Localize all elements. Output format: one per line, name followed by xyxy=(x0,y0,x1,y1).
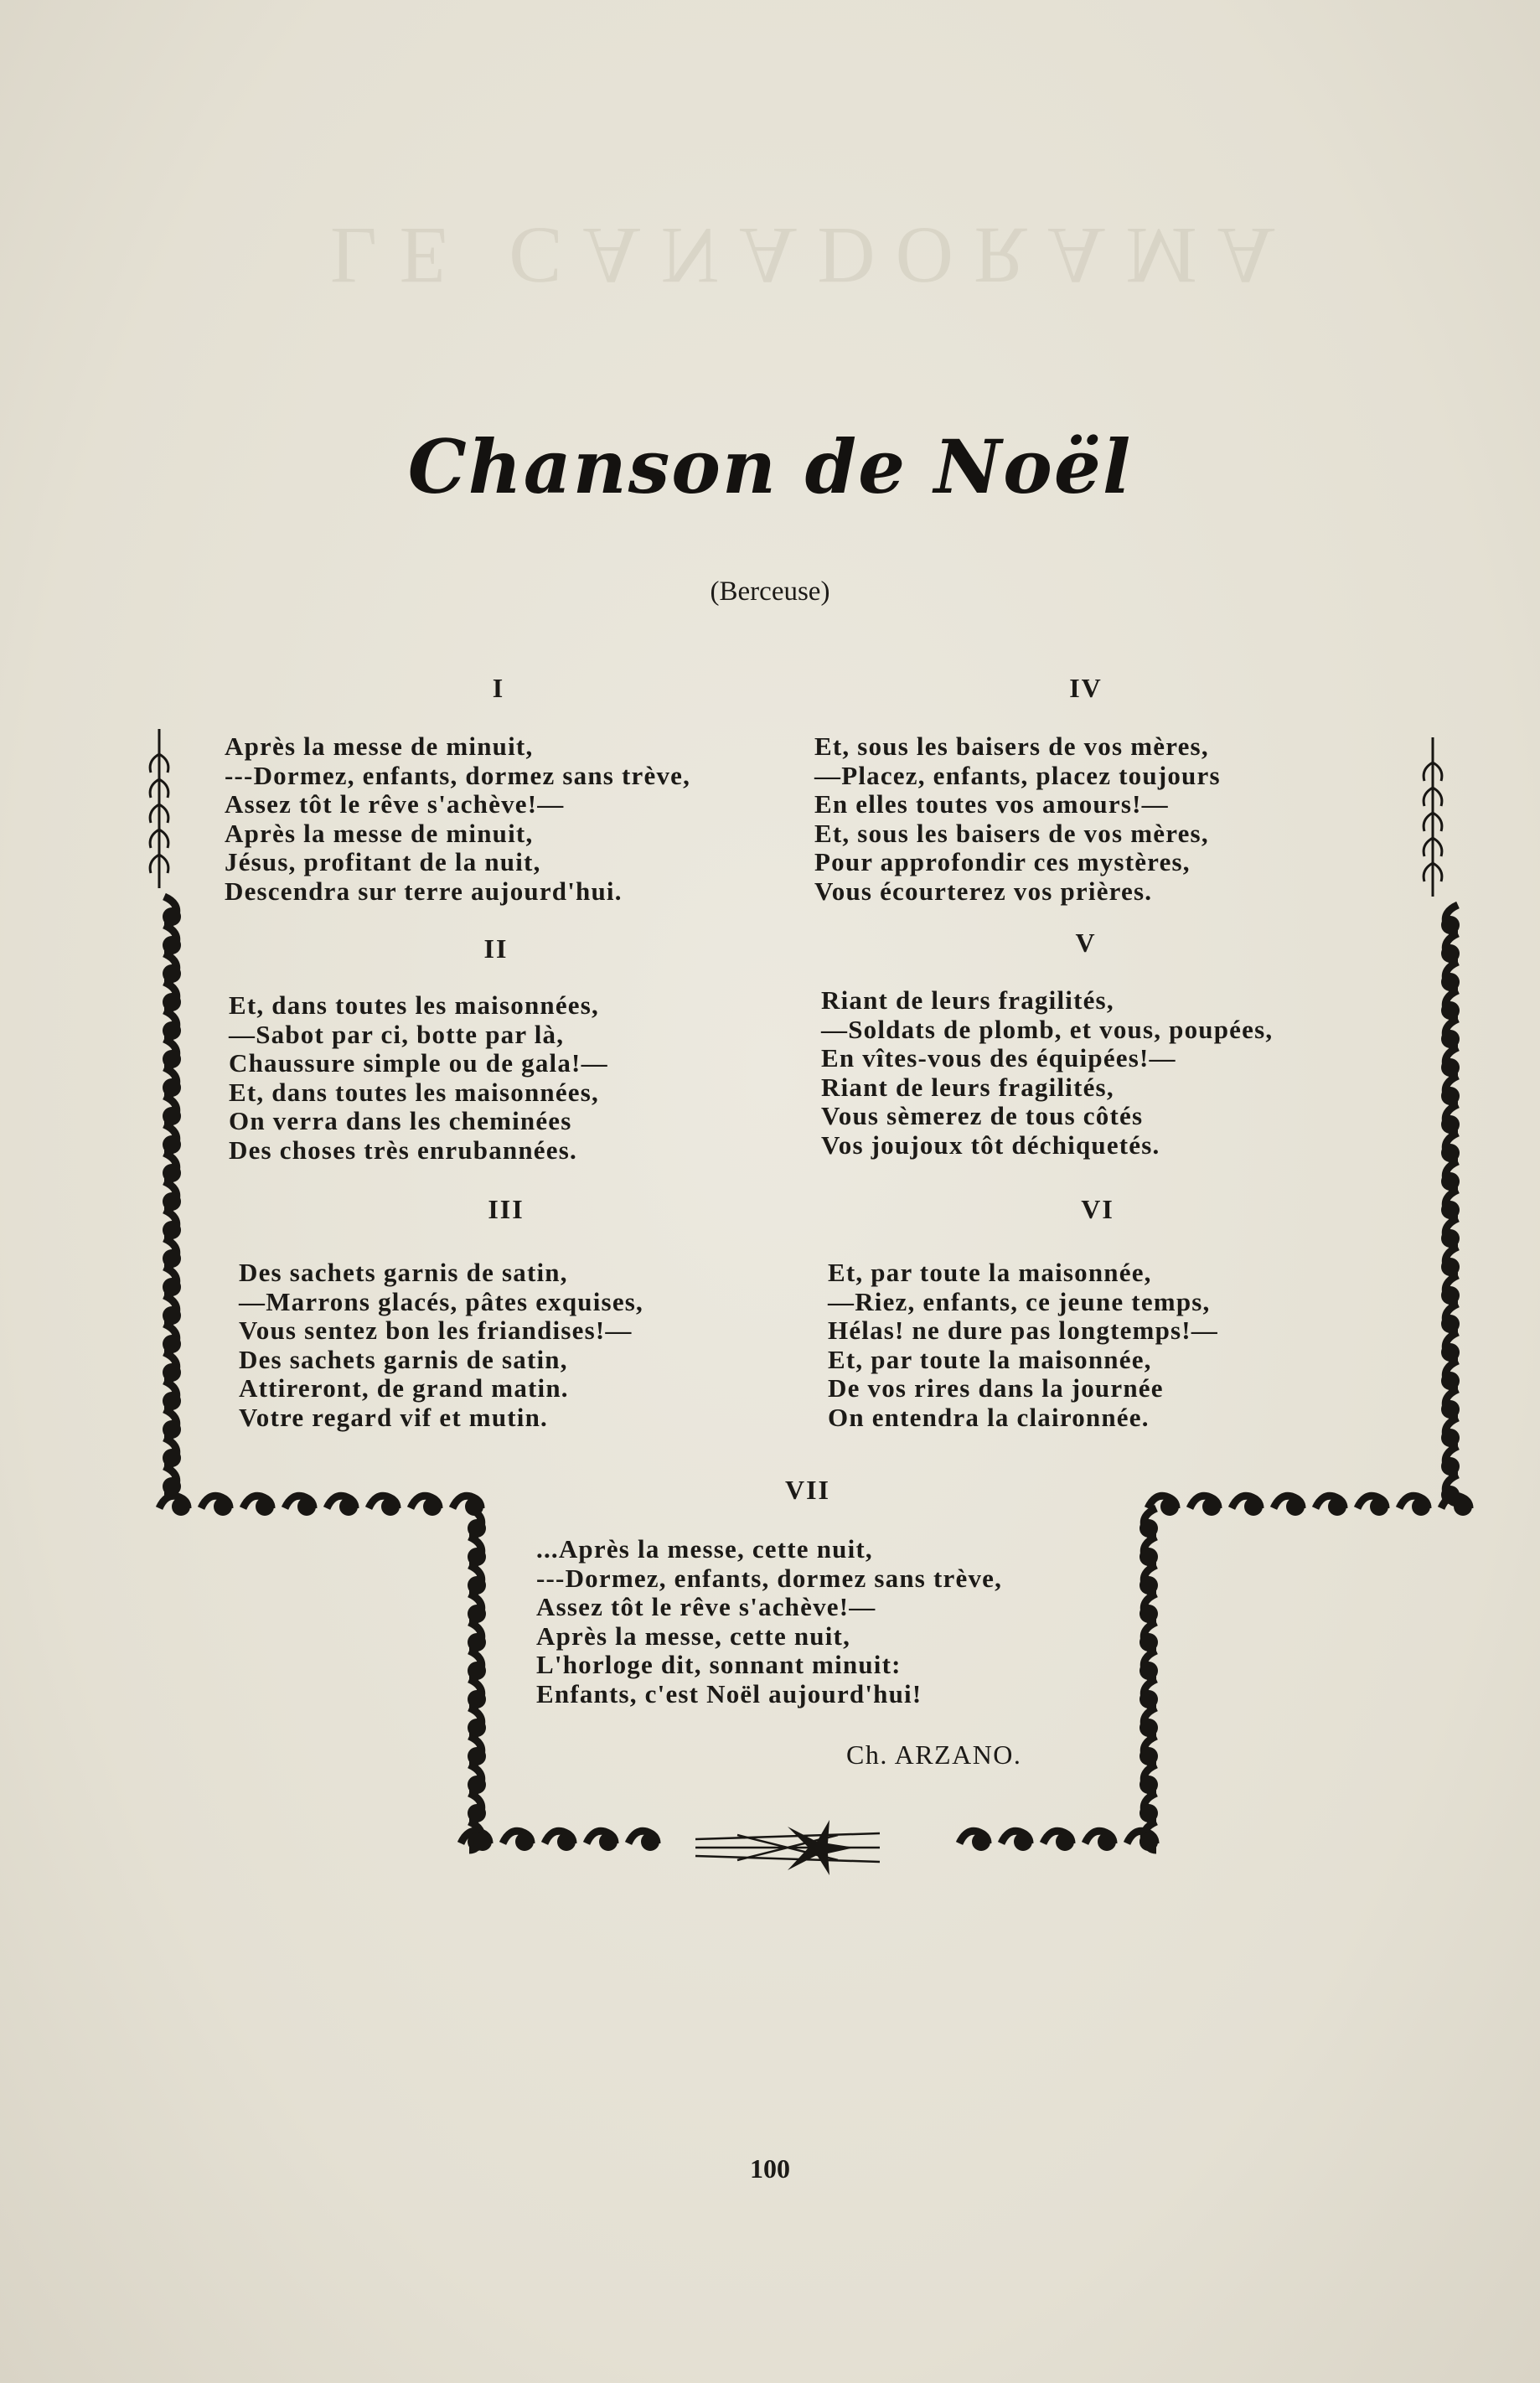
stanza-numeral: IV xyxy=(1069,673,1103,703)
border-dot xyxy=(1056,1832,1074,1851)
border-dot xyxy=(163,907,181,926)
stanza-numeral: VI xyxy=(1081,1194,1114,1224)
verse-line: Riant de leurs fragilités, xyxy=(821,985,1114,1015)
page-number: 100 xyxy=(750,2153,790,2184)
border-dot xyxy=(1139,1747,1158,1765)
verse-line: Des sachets garnis de satin, xyxy=(239,1258,568,1287)
border-dot xyxy=(1139,1776,1158,1794)
verse-line: Et, sous les baisers de vos mères, xyxy=(814,818,1209,848)
border-dot xyxy=(468,1804,486,1822)
border-dot xyxy=(515,1832,534,1851)
border-dot xyxy=(1139,1633,1158,1652)
border-dot xyxy=(163,1221,181,1239)
verse-line: ...Après la messe, cette nuit, xyxy=(536,1534,873,1564)
verse-line: Riant de leurs fragilités, xyxy=(821,1072,1114,1102)
border-dot xyxy=(163,1249,181,1268)
verse-line: Attireront, de grand matin. xyxy=(239,1373,569,1403)
verse-line: ---Dormez, enfants, dormez sans trève, xyxy=(225,760,691,790)
verse-line: Après la messe de minuit, xyxy=(225,731,534,761)
verse-line: En elles toutes vos amours!— xyxy=(814,789,1169,819)
author-signature: Ch. ARZANO. xyxy=(846,1739,1022,1770)
stanza-numeral: III xyxy=(488,1194,525,1224)
border-dot xyxy=(468,1605,486,1623)
border-dot xyxy=(163,964,181,983)
verse-line: Hélas! ne dure pas longtemps!— xyxy=(828,1316,1219,1345)
border-dot xyxy=(468,1719,486,1737)
stanza-numeral: II xyxy=(483,933,509,964)
border-dot xyxy=(1441,1372,1460,1390)
stanza-5 xyxy=(821,986,1273,1160)
border-dot xyxy=(1441,973,1460,991)
border-dot xyxy=(557,1832,576,1851)
border-dot xyxy=(468,1576,486,1595)
verse-line: Et, sous les baisers de vos mères, xyxy=(814,731,1209,761)
border-dot xyxy=(1441,1229,1460,1248)
border-dot xyxy=(1441,1486,1460,1504)
border-dot xyxy=(1441,1286,1460,1305)
border-dot xyxy=(1441,1058,1460,1077)
verse-line: —Riez, enfants, ce jeune temps, xyxy=(828,1286,1211,1316)
poem-title: Chanson de Noël xyxy=(407,423,1133,510)
border-dot xyxy=(468,1633,486,1652)
verse-line: —Placez, enfants, placez toujours xyxy=(814,760,1221,790)
border-dot xyxy=(468,1747,486,1765)
border-dot xyxy=(423,1497,442,1516)
verse-line: L'horloge dit, sonnant minuit: xyxy=(536,1650,902,1679)
border-dot xyxy=(163,1449,181,1467)
verse-line: Votre regard vif et mutin. xyxy=(239,1402,548,1432)
border-dot xyxy=(473,1832,492,1851)
border-dot xyxy=(972,1832,990,1851)
verse-line: Des sachets garnis de satin, xyxy=(239,1344,568,1374)
verse-line: On verra dans les cheminées xyxy=(229,1106,572,1135)
border-dot xyxy=(1139,1519,1158,1538)
border-dot xyxy=(1441,1429,1460,1447)
border-dot xyxy=(1139,1605,1158,1623)
verse-line: Et, dans toutes les maisonnées, xyxy=(229,1077,599,1107)
border-dot xyxy=(1139,1548,1158,1566)
border-dot xyxy=(163,1135,181,1154)
verse-line: Descendra sur terre aujourd'hui. xyxy=(225,876,623,906)
border-dot xyxy=(1370,1497,1388,1516)
border-dot xyxy=(256,1497,274,1516)
border-dot xyxy=(214,1497,232,1516)
border-dot xyxy=(465,1497,483,1516)
verse-line: ---Dormez, enfants, dormez sans trève, xyxy=(536,1563,1003,1593)
border-dot xyxy=(1441,1201,1460,1219)
border-dot xyxy=(163,1078,181,1097)
verse-line: Après la messe de minuit, xyxy=(225,818,534,848)
border-dot xyxy=(1139,1832,1158,1851)
border-dot xyxy=(163,1107,181,1125)
border-dot xyxy=(163,1050,181,1068)
verse-line: Vous sèmerez de tous côtés xyxy=(821,1101,1144,1130)
border-dot xyxy=(163,1306,181,1325)
border-dot xyxy=(1441,1315,1460,1333)
stanza-1 xyxy=(225,732,690,906)
verse-line: Et, dans toutes les maisonnées, xyxy=(229,990,599,1020)
verse-line: —Sabot par ci, botte par là, xyxy=(229,1019,565,1049)
verse-line: —Marrons glacés, pâtes exquises, xyxy=(239,1286,643,1316)
verse-line: Vos joujoux tôt déchiquetés. xyxy=(821,1129,1160,1160)
stanza-7 xyxy=(536,1535,1002,1708)
verse-line: De vos rires dans la journée xyxy=(828,1373,1164,1403)
border-dot xyxy=(163,1164,181,1182)
border-dot xyxy=(1139,1690,1158,1708)
border-dot xyxy=(1139,1804,1158,1822)
border-dot xyxy=(1286,1497,1305,1516)
border-dot xyxy=(172,1497,190,1516)
verse-line: Des choses très enrubannées. xyxy=(229,1135,577,1165)
border-dot xyxy=(599,1832,618,1851)
border-dot xyxy=(163,1477,181,1496)
border-dot xyxy=(468,1690,486,1708)
stanza-numeral: I xyxy=(492,673,505,703)
border-dot xyxy=(1139,1662,1158,1680)
border-dot xyxy=(1441,1087,1460,1105)
verse-line: Jésus, profitant de la nuit, xyxy=(225,847,541,876)
border-dot xyxy=(1441,1001,1460,1020)
verse-line: Après la messe, cette nuit, xyxy=(536,1621,851,1651)
border-dot xyxy=(1441,944,1460,963)
border-dot xyxy=(163,1192,181,1211)
border-dot xyxy=(163,1363,181,1382)
border-dot xyxy=(1014,1832,1032,1851)
border-dot xyxy=(641,1832,659,1851)
border-dot xyxy=(163,993,181,1011)
border-dot xyxy=(1412,1497,1430,1516)
border-dot xyxy=(468,1548,486,1566)
border-dot xyxy=(1441,1030,1460,1048)
border-dot xyxy=(1139,1719,1158,1737)
border-dot xyxy=(1441,1172,1460,1191)
border-dot xyxy=(1441,1343,1460,1362)
stanza-4 xyxy=(814,732,1221,906)
border-dot xyxy=(163,936,181,954)
stanza-2 xyxy=(229,991,608,1165)
border-dot xyxy=(297,1497,316,1516)
border-dot xyxy=(1139,1576,1158,1595)
border-dot xyxy=(468,1662,486,1680)
border-dot xyxy=(163,1420,181,1439)
verse-line: Pour approfondir ces mystères, xyxy=(814,847,1191,876)
border-dot xyxy=(163,1021,181,1040)
poem-subtitle: (Berceuse) xyxy=(710,576,830,607)
border-dot xyxy=(163,1278,181,1296)
verse-line: Assez tôt le rêve s'achève!— xyxy=(536,1592,876,1621)
border-dot xyxy=(1441,1457,1460,1476)
border-dot xyxy=(1244,1497,1263,1516)
verse-line: Vous sentez bon les friandises!— xyxy=(239,1316,633,1345)
verse-line: Vous écourterez vos prières. xyxy=(814,876,1153,906)
verse-line: Chaussure simple ou de gala!— xyxy=(229,1048,608,1078)
border-dot xyxy=(1441,1144,1460,1162)
verse-line: Enfants, c'est Noël aujourd'hui! xyxy=(536,1678,922,1708)
stanza-3 xyxy=(239,1259,643,1432)
verse-line: On entendra la claironnée. xyxy=(828,1402,1150,1432)
stanza-numeral: V xyxy=(1075,928,1097,958)
border-dot xyxy=(339,1497,358,1516)
verse-line: Assez tôt le rêve s'achève!— xyxy=(225,789,565,819)
stanza-6 xyxy=(828,1259,1218,1432)
bleed-through-heading: LE CANADORAMA xyxy=(330,211,1295,301)
verse-line: Et, par toute la maisonnée, xyxy=(828,1258,1152,1287)
border-dot xyxy=(1328,1497,1346,1516)
border-dot xyxy=(1098,1832,1116,1851)
border-dot xyxy=(1441,1258,1460,1276)
border-dot xyxy=(163,1335,181,1353)
verse-line: —Soldats de plomb, et vous, poupées, xyxy=(821,1014,1274,1044)
border-dot xyxy=(381,1497,400,1516)
border-dot xyxy=(1441,916,1460,934)
border-dot xyxy=(468,1519,486,1538)
border-dot xyxy=(163,1392,181,1410)
border-dot xyxy=(468,1776,486,1794)
border-dot xyxy=(1441,1400,1460,1419)
border-dot xyxy=(1160,1497,1179,1516)
border-dot xyxy=(1441,1115,1460,1134)
verse-line: En vîtes-vous des équipées!— xyxy=(821,1043,1176,1073)
border-dot xyxy=(1202,1497,1221,1516)
stanza-numeral: VII xyxy=(784,1475,830,1505)
verse-line: Et, par toute la maisonnée, xyxy=(828,1344,1152,1374)
